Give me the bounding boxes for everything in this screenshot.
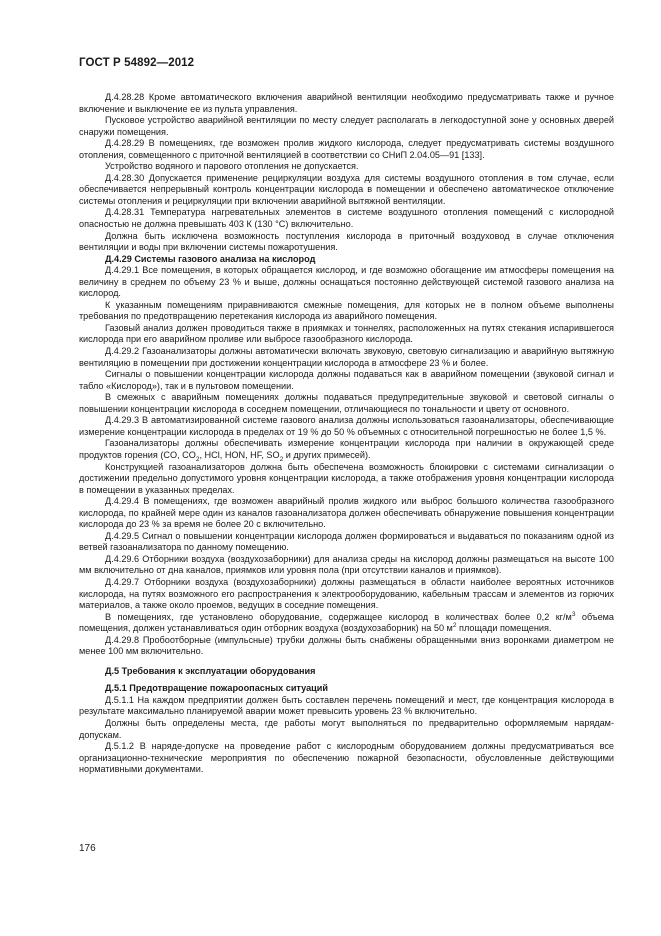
paragraph-text: объема помещения, должен устанавливаться один отборник воздуха (воздухозаборник) на 50 м — [79, 611, 614, 634]
paragraph: Д.4.29.4 В помещениях, где возможен аварийный пролив жидкого или выброс большого количества газообразного кислорода, по крайней мере один из каналов газоанализатора должен обеспечивать обнаружение повышения концентрации кислорода до 23 % за время не более 20 с включительно. — [79, 496, 614, 530]
paragraph: Газовый анализ должен проводиться также в приямках и тоннелях, расположенных на путях стекания испарившегося кислорода при его аварийном проливе или выбросе газообразного кислорода. — [79, 322, 614, 345]
paragraph — [79, 612, 614, 635]
paragraph: Д.4.29.2 Газоанализаторы должны автоматически включать звуковую, световую сигнализацию и аварийную вытяжную вентиляцию в помещении при достижении концентрации кислорода в атмосфере 23 % и более. — [79, 346, 614, 368]
paragraph: Д.5.1.1 На каждом предприятии должен быть составлен перечень помещений и мест, где концентрация кислорода в результате максимально планируемой аварии может превысить уровень 23 % включительно. — [79, 694, 614, 717]
section-heading: Д.4.29 Системы газового анализа на кислород — [105, 253, 316, 264]
document-body — [79, 92, 614, 776]
paragraph: Д.5.1.2 В наряде-допуске на проведение работ с кислородным оборудованием должны предусматриваться все организационно-технические мероприятия по обеспечению пожарной безопасности, обусловленные действующими нормативными документами. — [79, 741, 614, 775]
section-heading: Д.5 Требования к эксплуатации оборудования — [105, 665, 316, 676]
paragraph: Сигналы о повышении концентрации кислорода должны подаваться как в аварийном помещении (звуковой сигнал и табло «Кислород»), так и в пультовом помещении. — [79, 369, 614, 391]
subscript: 2 — [279, 455, 284, 463]
paragraph: Д.4.29.8 Пробоотборные (импульсные) трубки должны быть снабжены обращенными вниз воронками диаметром не менее 100 мм включительно. — [79, 634, 614, 657]
superscript: 3 — [571, 610, 576, 618]
paragraph: Д.4.29.7 Отборники воздуха (воздухозаборники) должны размещаться в области наиболее вероятных источников кислорода, на путях возможного его распространения к электрооборудованию, кабельным трассам и элементов из горючих материалов, а также около проемов, ведущих в соседние помещения. — [79, 576, 614, 611]
paragraph: Д.4.28.29 В помещениях, где возможен пролив жидкого кислорода, следует предусматривать системы воздушного отопления, совмещенного с приточной вентиляцией в соответствии со СНиП 2.04.05—91 [133]. — [79, 138, 614, 160]
superscript: 2 — [452, 622, 457, 630]
paragraph: Д.4.28.28 Кроме автоматического включения аварийной вентиляции необходимо предусматривать также и ручное включение и выключение ее из пульта управления. — [79, 92, 614, 114]
subsection-heading: Д.5.1 Предотвращение пожароопасных ситуаций — [105, 683, 328, 694]
paragraph: Устройство водяного и парового отопления не допускается. — [105, 161, 359, 172]
paragraph: Должна быть исключена возможность поступления кислорода в приточный воздуховод в случае отключения вентиляции и воды при включении системы пожаротушения. — [79, 230, 614, 253]
paragraph: Пусковое устройство аварийной вентиляции по месту следует располагать в легкодоступной зоне у основных дверей снаружи помещения. — [79, 115, 614, 137]
paragraph: Конструкцией газоанализаторов должна быть обеспечена возможность блокировки с системами сигнализации о достижении предельно допустимого уровня концентрации кислорода, а также отображения уровня концентрации кислорода в помещении в указанных пределах. — [79, 461, 614, 495]
paragraph: К указанным помещениям приравниваются смежные помещения, для которых не в полном объеме выполнены требования по предотвращению перетекания кислорода из аварийного помещения. — [79, 299, 614, 322]
paragraph: Д.4.29.5 Сигнал о повышении концентрации кислорода должен формироваться и выдаваться по показаниям одной из ветвей газоанализатора по данному помещению. — [79, 530, 614, 553]
paragraph-text: В помещениях, где установлено оборудование, содержащее кислород в количествах более 0,2 кг/м — [105, 611, 572, 622]
subscript: 2 — [195, 455, 200, 463]
paragraph-text: , HCl, HON, HF, SO — [199, 449, 280, 460]
paragraph: Должны быть определены места, где работы могут выполняться по предварительно оформляемым нарядам-допускам. — [79, 717, 614, 740]
paragraph: Д.4.29.3 В автоматизированной системе газового анализа должны использоваться газоанализаторы, обеспечивающие измерение концентрации кислорода в пределах от 19 % до 50 % объемных с относительной погрешностью не более 1,5 %. — [79, 415, 614, 437]
document-header: ГОСТ Р 54892—2012 — [79, 57, 195, 69]
paragraph: Д.4.28.30 Допускается применение рециркуляции воздуха для системы воздушного отопления в том случае, если обеспечивается непрерывный контроль концентрации кислорода в помещении и обеспечено автоматическое отключение системы отопления и рециркуляции при включении аварийной вытяжной вентиляции. — [79, 172, 614, 206]
paragraph: Д.4.29.1 Все помещения, в которых обращается кислород, и где возможно обогащение им атмосферы помещения на величину в среднем по объему 23 % и выше, должны оснащаться постоянно действующей системой газового анализа на кислород. — [79, 265, 614, 299]
paragraph: Д.4.28.31 Температура нагревательных элементов в системе воздушного отопления помещений с кислородной опасностью не должна превышать 403 К (130 °С) включительно. — [79, 207, 614, 230]
paragraph: В смежных с аварийным помещениях должны подаваться предупредительные звуковой и световой сигналы о повышении концентрации кислорода в соседнем помещении, отличающиеся по тональности и цвету от основного. — [79, 392, 614, 414]
paragraph: Д.4.29.6 Отборники воздуха (воздухозаборники) для анализа среды на кислород должны размещаться на высоте 100 мм включительно от дна каналов, приямков или уровня пола (при отсутствии каналов и приямков). — [79, 553, 614, 576]
page-number: 176 — [79, 843, 96, 854]
paragraph-text: Газоанализаторы должны обеспечивать измерение концентрации кислорода при наличии в окружающей среде продуктов горения (CO, CO — [79, 438, 614, 460]
paragraph-text: и других примесей). — [283, 449, 371, 460]
paragraph-text: площади помещения. — [456, 623, 552, 634]
paragraph — [79, 438, 614, 461]
